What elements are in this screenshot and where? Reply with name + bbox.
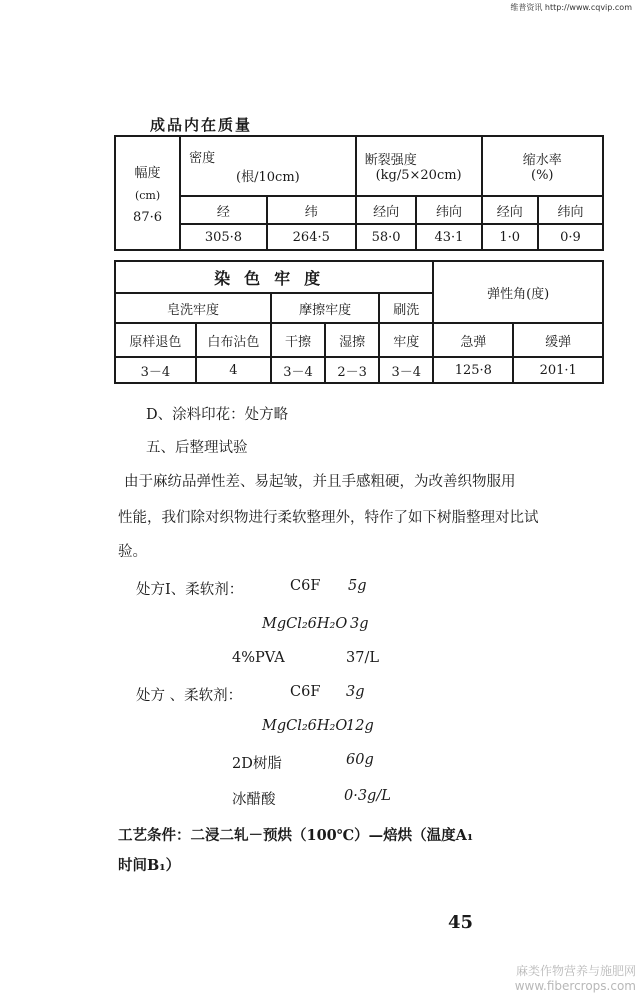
tensile-title: 断裂强度 (364, 153, 417, 168)
col-brush: 牢度 (379, 323, 433, 357)
recipe2-row3-name: 2D树脂 (232, 756, 282, 772)
page-number: 45 (448, 912, 474, 933)
density-unit: (根/10cm) (236, 170, 300, 185)
sub-header-warp-shrink: 经向 (482, 196, 538, 224)
col-slow-elastic: 缓弹 (513, 323, 603, 357)
width-header: 幅度 (134, 165, 161, 181)
sub-header-warp: 经 (180, 196, 267, 224)
val-dry-rub: 3－4 (271, 357, 325, 383)
col-fade: 原样退色 (115, 323, 196, 357)
heading-finishing-test: 五、后整理试验 (146, 440, 248, 456)
watermark-line2: www.fibercrops.com (514, 979, 636, 993)
dye-fastness-header: 染色牢度 (115, 261, 433, 293)
col-dry-rub: 干擦 (271, 323, 325, 357)
width-cell (115, 136, 180, 250)
value-weft-density: 264·5 (267, 224, 356, 250)
value-weft-shrink: 0·9 (538, 224, 603, 250)
value-warp-shrink: 1·0 (482, 224, 538, 250)
recipe2-agent: C6F (290, 684, 321, 700)
paragraph-line-2: 性能，我们除对织物进行柔软整理外，特作了如下树脂整理对比试 (118, 510, 539, 526)
recipe2-row2-name: MgCl₂6H₂O (262, 718, 348, 734)
density-title: 密度 (189, 151, 216, 166)
elasticity-header: 弹性角(度) (433, 261, 603, 323)
recipe1-row2-amount: 3g (350, 616, 369, 632)
quality-table-2 (114, 260, 604, 384)
width-value: 87·6 (133, 209, 162, 225)
shrink-header (482, 136, 603, 196)
density-header (180, 136, 356, 196)
brush-wash-header: 刷洗 (379, 293, 433, 323)
value-weft-tensile: 43·1 (416, 224, 481, 250)
sub-header-weft-shrink: 纬向 (538, 196, 603, 224)
col-quick-elastic: 急弹 (433, 323, 513, 357)
col-stain: 白布沾色 (196, 323, 271, 357)
recipe1-row2-name: MgCl₂6H₂O (262, 616, 348, 632)
recipe2-row4-amount: 0·3g/L (344, 788, 391, 804)
paragraph-line-1: 由于麻纺品弹性差、易起皱，并且手感粗硬，为改善织物服用 (124, 474, 516, 490)
source-header: 维普资讯 http://www.cqvip.com (510, 3, 632, 12)
quality-table-1 (114, 135, 604, 251)
recipe2-row3-amount: 60g (346, 752, 374, 768)
watermark-line1: 麻类作物营养与施肥网 (515, 964, 636, 978)
val-wet-rub: 2－3 (325, 357, 379, 383)
recipe2-row4-name: 冰醋酸 (232, 792, 276, 808)
recipe1-row3-name: 4%PVA (232, 650, 285, 666)
shrink-title: 缩水率 (522, 153, 562, 168)
recipe1-agent: C6F (290, 578, 321, 594)
val-brush: 3－4 (379, 357, 433, 383)
sub-header-weft-dir: 纬向 (416, 196, 481, 224)
section-title: 成品内在质量 (150, 116, 253, 134)
val-stain: 4 (196, 357, 271, 383)
recipe2-amount: 3g (346, 684, 365, 700)
val-quick-elastic: 125·8 (433, 357, 513, 383)
val-slow-elastic: 201·1 (513, 357, 603, 383)
process-conditions: 工艺条件：二浸二轧－预烘（100℃）—焙烘（温度A₁ (118, 827, 474, 844)
wash-fastness-header: 皂洗牢度 (115, 293, 271, 323)
recipe2-row2-amount: 12g (346, 718, 374, 734)
col-wet-rub: 湿擦 (325, 323, 379, 357)
value-warp-density: 305·8 (180, 224, 267, 250)
recipe2-label: 处方 、柔软剂： (136, 688, 243, 704)
sub-header-warp-dir: 经向 (356, 196, 417, 224)
paragraph-line-3: 验。 (118, 544, 147, 560)
sub-header-weft: 纬 (267, 196, 356, 224)
recipe1-label: 处方Ⅰ、柔软剂： (136, 582, 244, 598)
watermark (515, 962, 636, 993)
tensile-unit: (kg/5×20cm) (375, 168, 462, 183)
shrink-unit: (%) (531, 168, 554, 183)
process-conditions-cont: 时间B₁） (118, 857, 181, 874)
val-fade: 3－4 (115, 357, 196, 383)
width-unit: (cm) (134, 188, 161, 202)
recipe1-row3-amount: 37/L (346, 650, 379, 666)
line-pigment-printing: D、涂料印花：处方略 (146, 407, 289, 423)
recipe1-amount: 5g (348, 578, 367, 594)
value-warp-tensile: 58·0 (356, 224, 417, 250)
tensile-header (356, 136, 482, 196)
rub-fastness-header: 摩擦牢度 (271, 293, 379, 323)
